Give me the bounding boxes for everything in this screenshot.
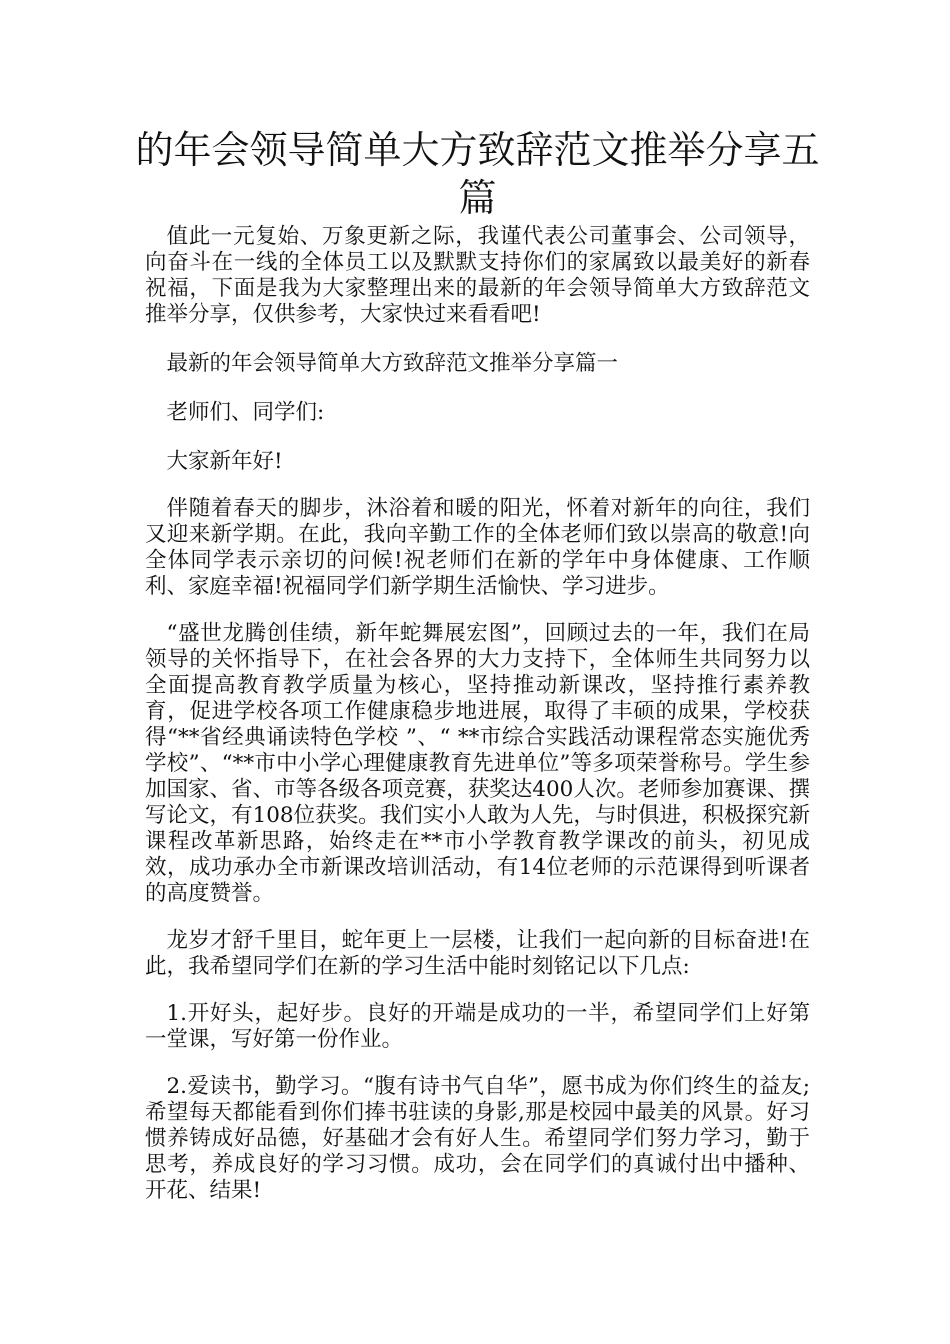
greeting: 大家新年好!	[166, 449, 283, 474]
section-heading: 最新的年会领导简单大方致辞范文推举分享篇一	[166, 351, 619, 376]
list-item-1: 1.开好头，起好步。良好的开端是成功的一半，希望同学们上好第一堂课，写好第一份作业。	[145, 1001, 810, 1052]
list-item-2: 2.爱读书，勤学习。“腹有诗书气自华”，愿书成为你们终生的益友;希望每天都能看到你们捧书驻读的身影,那是校园中最美的风景。好习惯养铸成好品德，好基础才会有好人生。希望同学们努力学习，勤于思考，养成良好的学习习惯。成功，会在同学们的真诚付出中播种、开花、结果!	[145, 1074, 810, 1203]
body-paragraph-3: 龙岁才舒千里目，蛇年更上一层楼，让我们一起向新的目标奋进!在此，我希望同学们在新的学习生活中能时刻铭记以下几点:	[145, 928, 810, 979]
body-paragraph-1: 伴随着春天的脚步，沐浴着和暖的阳光，怀着对新年的向往，我们又迎来新学期。在此，我向辛勤工作的全体老师们致以崇高的敬意!向全体同学表示亲切的问候!祝老师们在新的学年中身体健康、工作顺利、家庭幸福!祝福同学们新学期生活愉快、学习进步。	[145, 496, 810, 599]
document-title: 的年会领导简单大方致辞范文推举分享五篇	[135, 128, 820, 220]
body-paragraph-2: “盛世龙腾创佳绩，新年蛇舞展宏图”，回顾过去的一年，我们在局领导的关怀指导下，在社会各界的大力支持下，全体师生共同努力以全面提高教育教学质量为核心，坚持推动新课改，坚持推行素养教育，促进学校各项工作健康稳步地进展，取得了丰硕的成果，学校获得“**省经典诵读特色学校 ”、“ **市综合实践活动课程常态实施优秀学校”、“**市中小学心理健康教育先进单位”等多项荣誉称号。学生参加国家、省、市等各级各项竞赛，获奖达400人次。老师参加赛课、撰写论文，有108位获奖。我们实小人敢为人先，与时俱进，积极探究新课程改革新思路，始终走在**市小学教育教学课改的前头，初见成效，成功承办全市新课改培训活动，有14位老师的示范课得到听课者的高度赞誉。	[145, 621, 810, 906]
intro-paragraph: 值此一元复始、万象更新之际，我谨代表公司董事会、公司领导，向奋斗在一线的全体员工以及默默支持你们的家属致以最美好的新春祝福，下面是我为大家整理出来的最新的年会领导简单大方致辞范文推举分享，仅供参考，大家快过来看看吧!	[145, 224, 810, 327]
salutation: 老师们、同学们:	[166, 400, 325, 425]
document-page	[135, 126, 820, 1204]
